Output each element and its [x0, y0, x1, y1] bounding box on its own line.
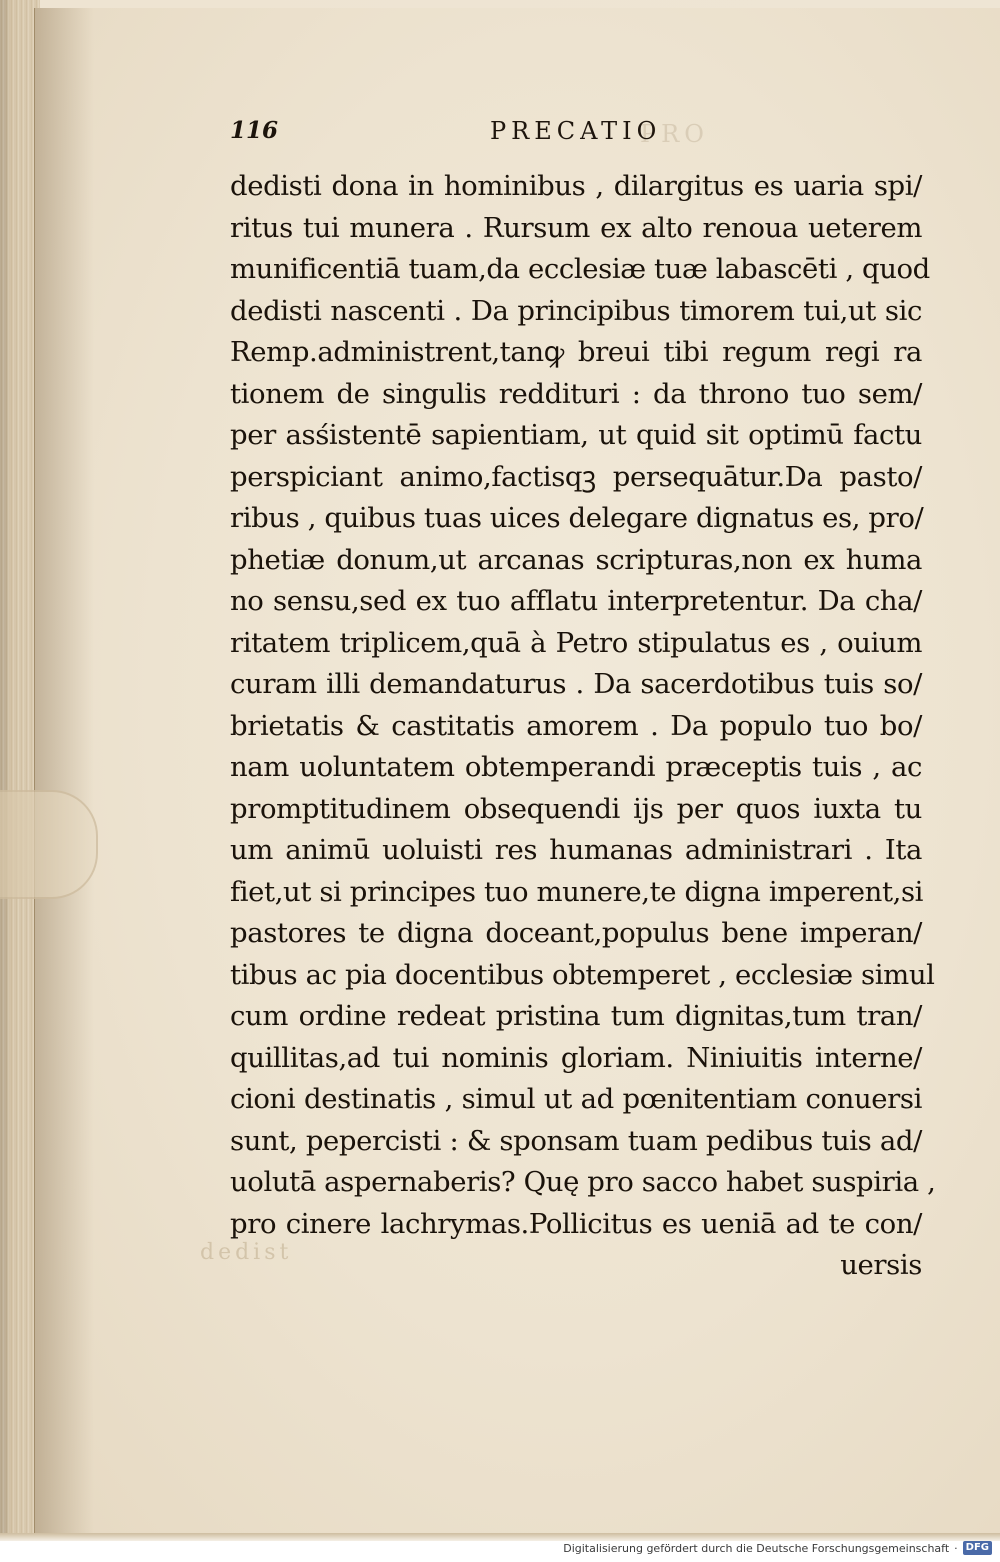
- text-line: curam illi demandaturus . Da sacerdotibus tuis so/: [230, 668, 922, 700]
- text-line: ritatem triplicem,quā à Petro stipulatus es , ouium: [230, 626, 922, 659]
- text-line: brietatis & castitatis amorem . Da populo tuo bo/: [230, 709, 922, 742]
- dfg-logo-icon: DFG: [963, 1541, 992, 1555]
- text-line: nam uoluntatem obtemperandi præceptis tuis , ac: [230, 751, 922, 783]
- text-line: ritus tui munera . Rursum ex alto renoua ueterem: [230, 211, 922, 244]
- text-line: pastores te digna doceant,populus bene imperan/: [230, 917, 922, 949]
- text-line: no sensu,sed ex tuo afflatu interpretentur. Da cha/: [230, 585, 922, 617]
- body-text: [230, 166, 936, 1287]
- bleed-through-signature: dedist: [200, 1240, 293, 1265]
- credit-text: Digitalisierung gefördert durch die Deutsche Forschungsgemeinschaft: [563, 1541, 950, 1555]
- digitization-credit: [563, 1539, 992, 1557]
- text-line: promptitudinem obsequendi ijs per quos iuxta tu: [230, 792, 922, 825]
- text-line: tibus ac pia docentibus obtemperet , ecclesiæ simul: [230, 958, 935, 991]
- text-line: sunt, pepercisti : & sponsam tuam pedibus tuis ad/: [230, 1124, 922, 1157]
- folio-number: 116: [230, 117, 279, 144]
- catchword: uersis: [840, 1249, 922, 1281]
- text-line: cum ordine redeat pristina tum dignitas,tum tran/: [230, 1000, 922, 1032]
- scan-bottom-bar: [0, 1533, 1000, 1562]
- text-line: Remp.administrent,tanꝙ breui tibi regum regi ra: [230, 336, 922, 368]
- bleed-through-text: PRO: [640, 120, 709, 148]
- page-header: [228, 115, 920, 155]
- gutter-shadow: [34, 8, 94, 1533]
- text-line: ribus , quibus tuas uices delegare dignatus es, pro/: [230, 502, 924, 534]
- text-line: fiet,ut si principes tuo munere,te digna imperent,si: [230, 875, 924, 908]
- text-line: quillitas,ad tui nominis gloriam. Niniuitis interne/: [230, 1041, 922, 1074]
- text-line: tionem de singulis reddituri : da throno tuo sem/: [230, 377, 922, 410]
- text-line: dedisti nascenti . Da principibus timorem tui,ut sic: [230, 294, 922, 327]
- text-line: um animū uoluisti res humanas administrari . Ita: [230, 834, 922, 866]
- text-line: phetiæ donum,ut arcanas scripturas,non ex huma: [230, 543, 922, 576]
- text-line: pro cinere lachrymas.Pollicitus es ueniā ad te con/: [230, 1207, 922, 1240]
- text-line: uolutā aspernaberis? Quę pro sacco habet suspiria ,: [230, 1166, 936, 1198]
- text-line: per asśistentē sapientiam, ut quid sit optimū factu: [230, 419, 922, 451]
- credit-separator: ·: [954, 1541, 958, 1555]
- text-line: perspiciant animo,factisqꝫ persequātur.Da pasto/: [230, 460, 922, 493]
- text-line: munificentiā tuam,da ecclesiæ tuæ labascēti , quod: [230, 253, 930, 285]
- bookmark-tab: [0, 790, 98, 899]
- text-line: cioni destinatis , simul ut ad pœnitentiam conuersi: [230, 1083, 922, 1115]
- text-line: dedisti dona in hominibus , dilargitus es uaria spi/: [230, 170, 922, 202]
- running-head: PRECATIO: [490, 117, 662, 145]
